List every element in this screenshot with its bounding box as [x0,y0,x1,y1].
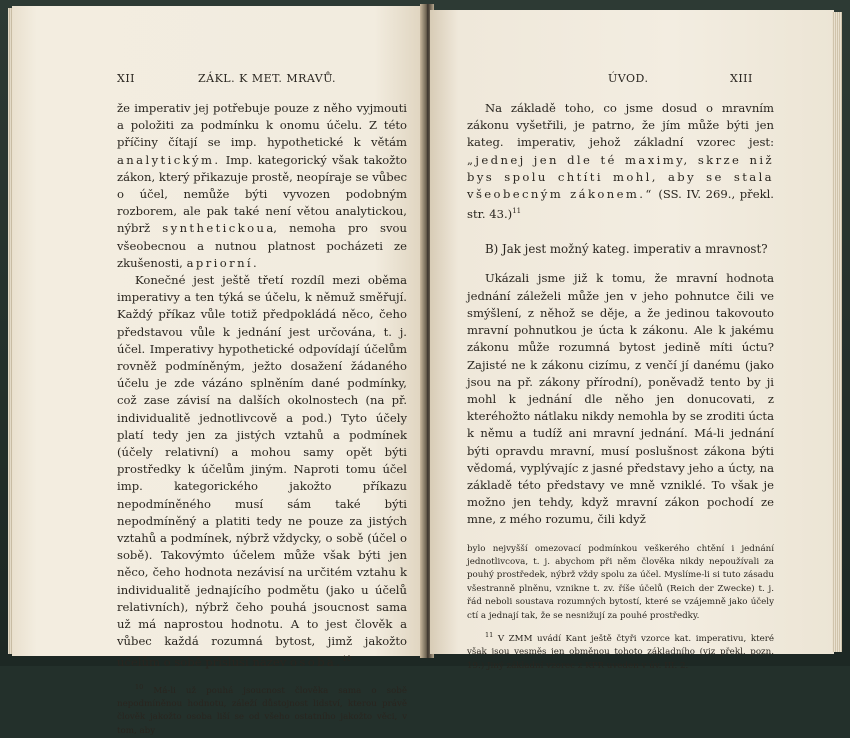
emphasis: osoba. [289,654,343,669]
footnote-ref: 11 [512,207,522,216]
emphasis: „jednej jen dle té maximy, skrze niž bys spolu chtíti mohl, aby se stala všeobecným zákonem.“ [467,152,774,202]
emphasis: analytickým. [117,152,221,167]
running-head-right: ÚVOD. [608,72,649,85]
footnotes-right [467,543,774,674]
emphasis: apriorní. [186,255,260,270]
running-head-left: ZÁKL. K MET. MRAVŮ. [198,72,336,85]
paragraph: Na základě toho, co jsme dosud o mravním zákonu vyšetřili, je patrno, že jím může býti jen kateg. imperativ, jehož základní vzorec jest: „jednej jen dle té maximy, skrze niž bys spolu chtíti mohl, aby se stala všeobecným zákonem.“ (SS. IV. 269., překl. str. 43.)$^{11}$ [467,101,774,222]
section-heading: B) Jak jest možný kateg. imperativ a mravnost? [485,242,768,257]
left-page [12,6,424,736]
left-page-text [117,100,407,738]
footnote: $^{10}$ Má-li už pouhá jsoucnost člověka sama o sobě nepodmíněnou hodnotu, záleží důstojnost lidství, kterou právě člověk jakožto osoba liší se od všeho ostatního jakožto věci, v tom, aby [117,682,407,736]
footnote-ref: 10 [342,654,352,663]
footnotes-left [117,681,407,738]
page-number-right: XIII [730,72,753,85]
emphasis: synthetickou [162,221,267,236]
right-page [430,10,834,671]
right-page-text [467,100,774,673]
page-number-left: XII [117,72,136,85]
footnote-continued: bylo nejvyšší omezovací podmínkou veškerého chtění i jednání jednotlivcova, t. j. abychom při něm člověka nikdy nepoužívali za pouhý prostředek, nýbrž vždy spolu za účel. Myslíme-li si tuto zásadu všestranně plněnu, vznikne t. zv. říše účelů (Reich der Zwecke) t. j. řád neboli soustava rozumných bytostí, které se vzájemně jako účely ctí a jednají tak, že se nesnižují za pouhé prostředky. [467,543,774,621]
paragraph: Ukázali jsme již k tomu, že mravní hodnota jednání záleželi může jen v jeho pohnutce čili ve smýšlení, z něhož se děje, a že jedinou takovouto mravní pohnutkou je úcta k zákonu. Ale k jakému zákonu může rozumná bytost jedině míti úctu? Zajisté ne k zákonu cizímu, z venčí jí danému (jako jsou na př. zákony přírodní), poněvadž tento by ji mohl k jednání dle něho jen donucovati, z kteréhožto nátlaku nikdy nemohla by se zroditi úcta k němu a tudíž ani mravní jednání. Má-li jednání býti opravdu mravní, musí poslušnost zákona býti vědomá, vyplývajíc z jasné představy jeho a úcty, na základě této představy ve mně vzniklé. To však je možno jen tehdy, když mravní zákon pochodí ze mne, z mého rozumu, čili když [467,271,774,527]
right-page-edges [832,12,842,652]
paragraph: že imperativ jej potřebuje pouze z něho vyjmouti a položiti za podmínku k onomu účelu. Z této příčiny čítají se imp. hypothetické k větám analytickým. Imp. kategorický však takožto zákon, který přikazuje prostě, neopíraje se vůbec o účel, nemůže býti vyvozen podobným rozborem, ale pak také není větou analytickou, nýbrž synthetickoua, nemoha pro svou všeobecnou a nutnou platnost pocházeti ze zkušenosti, apriorní. [117,101,408,270]
footnote: $^{11}$ V ZMM uvádí Kant ještě čtyři vzorce kat. imperativu, které však jsou vesměs jen obměnou tohoto základního (viz překl. pozn. 19.) Jiný základní vzorec z KPR uveden v úv. III. 2. [467,630,775,671]
paragraph: Konečné jest ještě třetí rozdíl mezi oběma imperativy a ten týká se účelu, k němuž směřují. Každý příkaz vůle totiž předpokládá něco, čeho představou vůle k jednání jest určována, t. j. účel. Imperativy hypothetické odpovídají účelům rovněž podmíněným, ježto dosažení žádaného účelu je zde vázáno splněním dané podmínky, což zase závisí na dalších okolnostech (na př. individualitě jednotlivcově a pod.) Tyto účely platí tedy jen za jistých vztahů a podmínek (účely relativní) a mohou samy opět býti prostředky k účelům jiným. Naproti tomu účel imp. kategorického jakožto příkazu nepodmíněného musí sám také býti nepodmíněný a platiti tedy ne pouze za jistých vztahů a podmínek, nýbrž vždycky, o sobě (účel o sobě). Takovýmto účelem může však býti jen něco, čeho hodnota nezávisí na určitém vztahu k individualitě jednajícího podmětu (jako u účelů relativních), nýbrž čeho pouhá jsoucnost sama už má naprostou hodnotu. A to jest člověk a vůbec každá rozumná bytost, jimž jakožto účelům o sobě přísluší název osoba.$^{10}$ [117,273,407,669]
